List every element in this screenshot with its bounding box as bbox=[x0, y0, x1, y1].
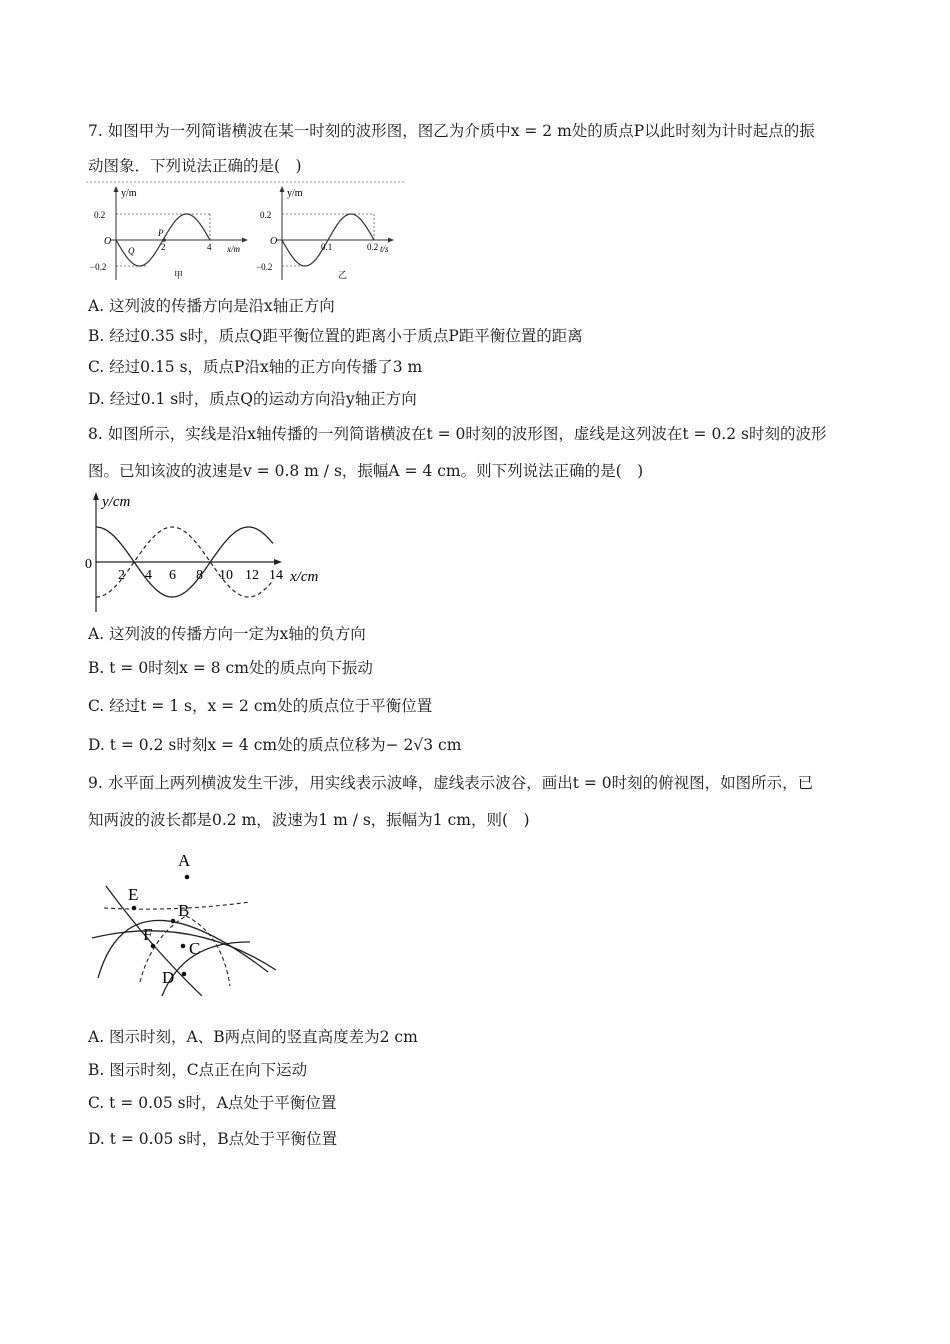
q9-crest-arc-upper bbox=[98, 920, 268, 978]
q9-stem-line1: 9. 水平面上两列横波发生干涉，用实线表示波峰，虚线表示波谷，画出t = 0时刻的俯视图，如图所示，已 bbox=[88, 774, 814, 792]
q7-yi-y-tick-bottom: −0.2 bbox=[256, 262, 273, 272]
q8-option-a[interactable]: A. 这列波的传播方向一定为x轴的负方向 bbox=[88, 625, 366, 643]
q7-option-a[interactable]: A. 这列波的传播方向是沿x轴正方向 bbox=[88, 297, 335, 315]
q7-yi-origin: O bbox=[270, 236, 278, 247]
q7-jia-origin: O bbox=[104, 236, 112, 247]
q7-figure bbox=[86, 180, 406, 284]
q9-option-b[interactable]: B. 图示时刻，C点正在向下运动 bbox=[88, 1061, 308, 1079]
q7-jia-x-tick-4: 4 bbox=[207, 242, 212, 252]
q9-point-c bbox=[181, 944, 186, 949]
q9-label-f: F bbox=[143, 925, 153, 944]
q7-yi-caption: 乙 bbox=[338, 270, 348, 280]
q8-x-label: x/cm bbox=[290, 569, 319, 585]
q9-stem-line2: 知两波的波长都是0.2 m，波速为1 m / s，振幅为1 cm，则( ) bbox=[88, 811, 530, 829]
q8-x-tick-8: 8 bbox=[196, 568, 203, 583]
q9-option-d[interactable]: D. t = 0.05 s时，B点处于平衡位置 bbox=[88, 1130, 338, 1148]
q8-x-tick-10: 10 bbox=[219, 568, 233, 583]
q9-label-b: B bbox=[178, 901, 190, 920]
q8-x-tick-6: 6 bbox=[169, 568, 176, 583]
q7-jia-x-label: x/m bbox=[227, 244, 240, 254]
q8-option-b[interactable]: B. t = 0时刻x = 8 cm处的质点向下振动 bbox=[88, 659, 373, 677]
q7-yi-x-tick-02: 0.2 bbox=[367, 242, 379, 252]
q9-point-e bbox=[132, 906, 137, 911]
q9-trough-arc-horizontal bbox=[104, 902, 250, 909]
q9-label-d: D bbox=[162, 968, 175, 987]
q7-jia-x-tick-2: 2 bbox=[161, 242, 166, 252]
q9-label-e: E bbox=[128, 885, 139, 904]
q8-x-tick-14: 14 bbox=[269, 568, 283, 583]
q8-x-tick-4: 4 bbox=[145, 568, 152, 583]
q7-stem-line2: 动图象．下列说法正确的是( ) bbox=[88, 157, 302, 175]
q7-yi-x-tick-01: 0.1 bbox=[321, 242, 333, 252]
q7-stem-line1: 7. 如图甲为一列简谐横波在某一时刻的波形图，图乙为介质中x = 2 m处的质点P以此时刻为计时起点的振 bbox=[88, 122, 815, 140]
q7-graph-yi bbox=[256, 186, 394, 280]
q9-figure bbox=[90, 846, 276, 996]
q7-jia-label-p: P bbox=[158, 228, 164, 238]
q7-yi-y-label: y/m bbox=[287, 188, 303, 199]
q7-option-d[interactable]: D. 经过0.1 s时，质点Q的运动方向沿y轴正方向 bbox=[88, 390, 417, 408]
q9-label-c: C bbox=[189, 939, 201, 958]
q7-jia-y-tick-top: 0.2 bbox=[94, 210, 106, 220]
q7-yi-x-label: t/s bbox=[380, 244, 389, 254]
q8-x-tick-12: 12 bbox=[245, 568, 259, 583]
q8-x-tick-2: 2 bbox=[118, 568, 125, 583]
q7-option-c[interactable]: C. 经过0.15 s，质点P沿x轴的正方向传播了3 m bbox=[88, 358, 423, 376]
q8-figure bbox=[82, 488, 342, 616]
q7-jia-y-label: y/m bbox=[121, 188, 137, 199]
q7-jia-label-q: Q bbox=[128, 246, 135, 256]
q7-graph-jia bbox=[90, 186, 248, 280]
q8-origin: 0 bbox=[85, 557, 92, 572]
q7-yi-y-tick-top: 0.2 bbox=[260, 210, 272, 220]
q9-point-b bbox=[171, 919, 176, 924]
q9-point-d bbox=[182, 972, 187, 977]
q7-jia-caption: 甲 bbox=[174, 270, 184, 280]
q8-y-label: y/cm bbox=[102, 494, 131, 510]
q8-stem-line1: 8. 如图所示，实线是沿x轴传播的一列简谐横波在t = 0时刻的波形图，虚线是这列波在t = 0.2 s时刻的波形 bbox=[88, 425, 827, 443]
q9-label-a: A bbox=[178, 851, 191, 870]
q9-point-f bbox=[151, 944, 156, 949]
q9-point-a bbox=[185, 875, 190, 880]
q9-option-c[interactable]: C. t = 0.05 s时，A点处于平衡位置 bbox=[88, 1094, 337, 1112]
q9-option-a[interactable]: A. 图示时刻，A、B两点间的竖直高度差为2 cm bbox=[88, 1028, 418, 1046]
q7-jia-y-tick-bottom: −0.2 bbox=[90, 262, 107, 272]
q8-option-c[interactable]: C. 经过t = 1 s，x = 2 cm处的质点位于平衡位置 bbox=[88, 697, 433, 715]
q7-option-b[interactable]: B. 经过0.35 s时，质点Q距平衡位置的距离小于质点P距平衡位置的距离 bbox=[88, 327, 583, 345]
q8-stem-line2: 图。已知该波的波速是v = 0.8 m / s，振幅A = 4 cm。则下列说法正确的是( ) bbox=[88, 462, 644, 480]
q8-option-d[interactable]: D. t = 0.2 s时刻x = 4 cm处的质点位移为− 2√3 cm bbox=[88, 736, 462, 754]
